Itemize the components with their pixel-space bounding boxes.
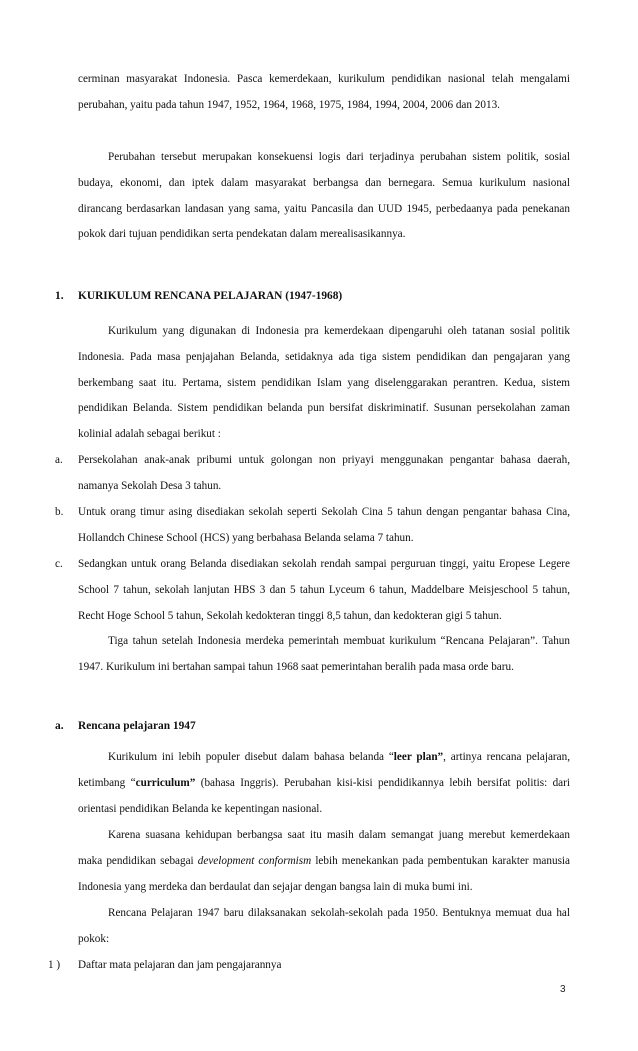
term-leer-plan: leer plan” (393, 751, 444, 763)
section-title: Rencana pelajaran 1947 (78, 720, 196, 732)
list-item-c: Sedangkan untuk orang Belanda disediakan sekolah rendah sampai perguruan tinggi, yaitu Eropese Legere School 7 tahun, sekolah lanjutan HBS 3 dan 5 tahun Lyceum 6 tahun, Maddelbare Meisjeschool 5 tahun, Recht Hoge School 5 tahun, Sekolah kedokteran tinggi 8,5 tahun, dan kedokteran gigi 5 tahun. (78, 558, 570, 622)
text-run: lebih menekankan pada pembentukan karakter manusia Indonesia yang merdeka dan berdaulat dan sejajar dengan bangsa lain di muka bumi ini. (78, 854, 571, 893)
text-run: , artinya rencana pelajaran, ketimbang “ (78, 751, 571, 789)
list-marker-a: a. (55, 454, 63, 466)
list-item-b: Untuk orang timur asing disediakan sekolah seperti Sekolah Cina 5 tahun dengan pengantar bahasa Cina, Hollandch Chinese School (HCS) yang berbahasa Belanda selama 7 tahun. (78, 506, 570, 544)
section-number: 1. (55, 290, 64, 302)
paragraph-perubahan: Perubahan tersebut merupakan konsekuensi logis dari terjadinya perubahan sistem politik, sosial budaya, ekonomi, dan iptek dalam masyarakat berbangsa dan bernegara. Semua kurikulum nasional dirancang berdasarkan landasan yang sama, yaitu Pancasila dan UUD 1945, perbedaanya pada penekanan pokok dari tujuan pendidikan serta pendekatan dalam merealisasikannya. (78, 151, 570, 241)
term-curriculum: curriculum” (135, 776, 196, 789)
paragraph-tiga-tahun: Tiga tahun setelah Indonesia merdeka pemerintah membuat kurikulum “Rencana Pelajaran”. Tahun 1947. Kurikulum ini bertahan sampai tahun 1968 saat pemerintahan beralih pada masa orde baru. (78, 635, 570, 673)
text-run: (bahasa Inggris). Perubahan kisi-kisi pendidikannya lebih bersifat politis: dari orientasi pendidikan Belanda ke kepentingan nasional. (78, 776, 570, 815)
list-marker-b: b. (55, 506, 64, 518)
paragraph-suasana (78, 823, 570, 900)
list-marker-c: c. (55, 558, 63, 570)
section-letter: a. (55, 720, 64, 732)
paragraph-kurikulum-pra: Kurikulum yang digunakan di Indonesia pra kemerdekaan dipengaruhi oleh tatanan sosial politik Indonesia. Pada masa penjajahan Belanda, setidaknya ada tiga sistem pendidikan dan pengajaran yang berkembang saat itu. Pertama, sistem pendidikan Islam yang diselenggarakan perantren. Kedua, sistem pendidikan Belanda. Sistem pendidikan belanda pun bersifat diskriminatif. Susunan persekolahan zaman kolinial adalah sebagai berikut : (78, 325, 570, 441)
page-number: 3 (560, 984, 566, 995)
text-run: Kurikulum ini lebih populer disebut dalam bahasa belanda “ (108, 751, 394, 763)
term-development-conformism: development conformism (197, 854, 312, 867)
list-item-a: Persekolahan anak-anak pribumi untuk golongan non priyayi menggunakan pengantar bahasa daerah, namanya Sekolah Desa 3 tahun. (78, 454, 570, 492)
numbered-marker: 1 ) (48, 959, 61, 971)
text-run: Karena suasana kehidupan berbangsa saat itu masih dalam semangat juang merebut kemerdekaan maka pendidikan sebagai (78, 829, 570, 867)
numbered-item: Daftar mata pelajaran dan jam pengajarannya (78, 959, 282, 971)
paragraph-rencana-1947: Rencana Pelajaran 1947 baru dilaksanakan sekolah-sekolah pada 1950. Bentuknya memuat dua hal pokok: (78, 907, 570, 945)
paragraph-intro: cerminan masyarakat Indonesia. Pasca kemerdekaan, kurikulum pendidikan nasional telah mengalami perubahan, yaitu pada tahun 1947, 1952, 1964, 1968, 1975, 1984, 1994, 2004, 2006 dan 2013. (78, 73, 570, 111)
paragraph-leer-plan (78, 745, 570, 822)
section-title: KURIKULUM RENCANA PELAJARAN (1947-1968) (78, 290, 343, 302)
